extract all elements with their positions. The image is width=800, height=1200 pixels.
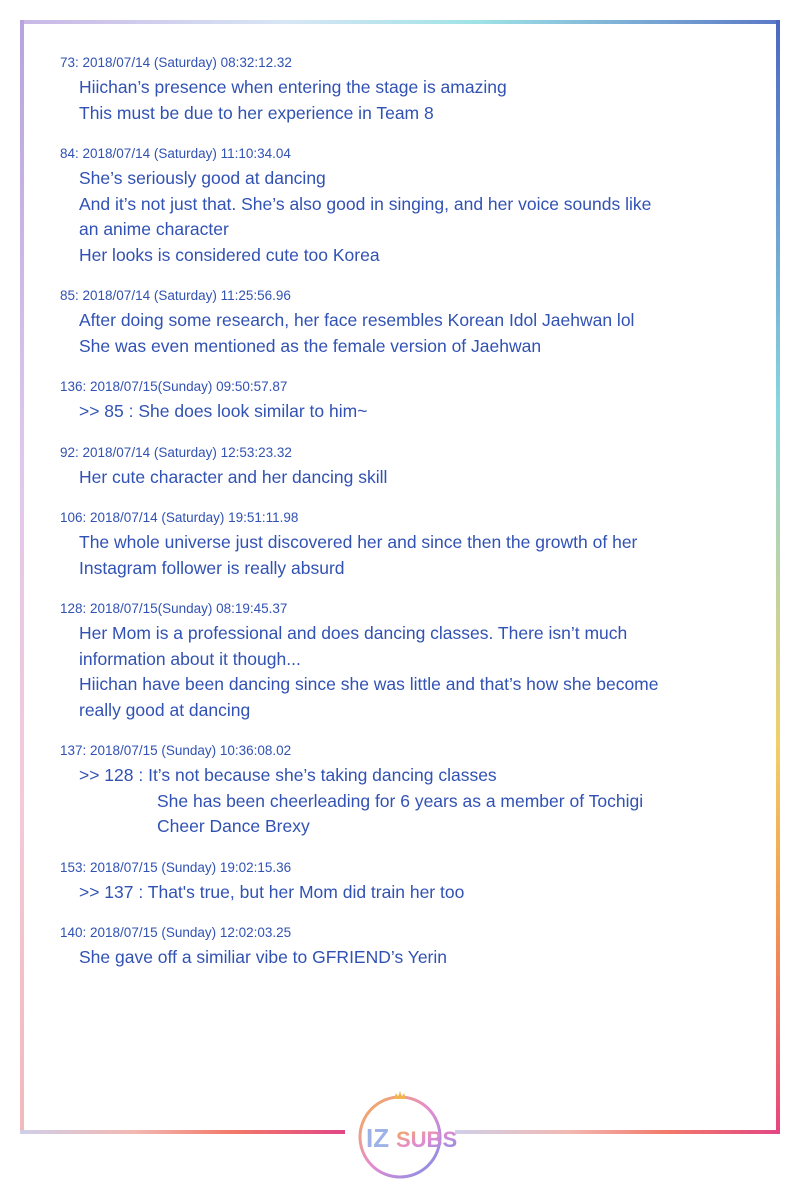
post-line: Her cute character and her dancing skill (79, 466, 388, 487)
crown-icon (394, 1091, 406, 1099)
reply-line: >> 137 : That's true, but her Mom did train her too (79, 881, 465, 902)
post (60, 145, 760, 268)
post-line: She was even mentioned as the female version of Jaehwan (79, 335, 542, 356)
post-line: She’s seriously good at dancing (79, 168, 326, 188)
post-header: 73: 2018/07/14 (Saturday) 08:32:12.32 (60, 55, 292, 70)
post (60, 444, 760, 491)
post (60, 378, 760, 425)
post-line: This must be due to her experience in Team 8 (79, 102, 434, 123)
logo-subs-text: SUBS (396, 1127, 458, 1152)
post (60, 924, 760, 971)
post-line: The whole universe just discovered her and since then the growth of her (79, 532, 638, 552)
post-header: 153: 2018/07/15 (Sunday) 19:02:15.36 (60, 859, 292, 875)
post-header: 92: 2018/07/14 (Saturday) 12:53:23.32 (60, 444, 292, 460)
post-line: really good at dancing (79, 699, 251, 720)
post-line: She gave off a similiar vibe to GFRIEND’s Yerin (79, 947, 447, 967)
post (60, 600, 760, 723)
post (60, 54, 760, 126)
post-header: 137: 2018/07/15 (Sunday) 10:36:08.02 (60, 743, 292, 758)
post-header: 106: 2018/07/14 (Saturday) 19:51:11.98 (60, 510, 299, 525)
post (60, 287, 760, 359)
thread (60, 54, 760, 990)
reply-line: >> 128 : It’s not because she’s taking dancing classes (79, 765, 497, 785)
logo-iz-text: IZ (366, 1123, 390, 1153)
post-line: Hiichan have been dancing since she was little and that’s how she become (79, 674, 659, 694)
post-line: information about it though... (79, 648, 301, 669)
post-line: She has been cheerleading for 6 years as a member of Tochigi (157, 790, 644, 811)
post-line: After doing some research, her face resembles Korean Idol Jaehwan lol (79, 310, 635, 330)
post-line: Her looks is considered cute too Korea (79, 244, 380, 265)
post-header: 140: 2018/07/15 (Sunday) 12:02:03.25 (60, 925, 292, 940)
post (60, 859, 760, 906)
post-header: 136: 2018/07/15(Sunday) 09:50:57.87 (60, 379, 288, 394)
reply-line: >> 85 : She does look similar to him~ (79, 401, 368, 421)
post-line: Hiichan’s presence when entering the stage is amazing (79, 77, 507, 97)
post-line: Instagram follower is really absurd (79, 557, 345, 578)
post-line: Cheer Dance Brexy (157, 816, 310, 836)
post (60, 509, 760, 581)
post-line: an anime character (79, 219, 229, 239)
post-header: 84: 2018/07/14 (Saturday) 11:10:34.04 (60, 146, 291, 161)
post-header: 85: 2018/07/14 (Saturday) 11:25:56.96 (60, 288, 291, 303)
post-line: Her Mom is a professional and does dancing classes. There isn’t much (79, 623, 628, 643)
post-line: And it’s not just that. She’s also good in singing, and her voice sounds like (79, 193, 652, 214)
post (60, 742, 760, 840)
iz-subs-logo (340, 1085, 460, 1185)
post-header: 128: 2018/07/15(Sunday) 08:19:45.37 (60, 601, 288, 616)
